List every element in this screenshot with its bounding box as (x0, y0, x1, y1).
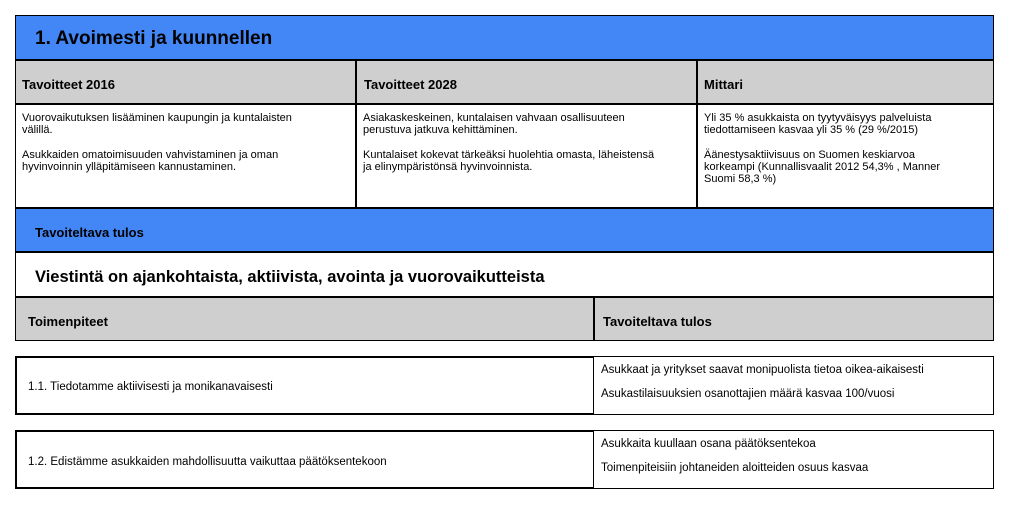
goals-cell-mittari (697, 104, 994, 208)
action-row-1 (15, 356, 595, 415)
action-row-2-results (593, 430, 994, 489)
goals-cell-2028 (356, 104, 697, 208)
action-2-result-2: Toimenpiteisiin johtaneiden aloitteiden osuus kasvaa (601, 462, 869, 474)
actions-header-toimenpiteet (15, 297, 594, 341)
goals-header-mittari-label: Mittari (704, 77, 743, 92)
target-statement-box (15, 252, 994, 297)
actions-header-result (594, 297, 994, 341)
actions-header-result-label: Tavoiteltava tulos (603, 314, 712, 329)
goals-header-2028 (356, 60, 697, 104)
action-row-1-results (593, 356, 994, 415)
action-row-2 (15, 430, 595, 489)
section-title-bar (15, 15, 994, 60)
goals-2028-item-1: Asiakaskeskeinen, kuntalaisen vahvaan osallisuuteen perustuva jatkuva kehittäminen. (363, 112, 625, 136)
target-label-bar (15, 208, 994, 252)
section-title: 1. Avoimesti ja kuunnellen (35, 28, 273, 49)
mittari-item-1: Yli 35 % asukkaista on tyytyväisyys palveluista tiedottamiseen kasvaa yli 35 % (29 %/2015) (704, 112, 932, 136)
goals-cell-2016 (15, 104, 356, 208)
goals-header-2028-label: Tavoitteet 2028 (364, 77, 457, 92)
goals-header-2016 (15, 60, 356, 104)
mittari-item-2: Äänestysaktiivisuus on Suomen keskiarvoa korkeampi (Kunnallisvaalit 2012 54,3% , Manner Suomi 58,3 %) (704, 149, 941, 185)
action-2-text: 1.2. Edistämme asukkaiden mahdollisuutta vaikuttaa päätöksentekoon (28, 456, 387, 468)
action-1-result-2: Asukastilaisuuksien osanottajien määrä kasvaa 100/vuosi (601, 388, 895, 400)
goals-header-2016-label: Tavoitteet 2016 (22, 77, 115, 92)
target-label: Tavoiteltava tulos (35, 225, 144, 240)
action-1-text: 1.1. Tiedotamme aktiivisesti ja monikanavaisesti (28, 381, 273, 393)
action-2-result-1: Asukkaita kuullaan osana päätöksentekoa (601, 438, 816, 450)
actions-header-toimenpiteet-label: Toimenpiteet (28, 314, 108, 329)
goals-2028-item-2: Kuntalaiset kokevat tärkeäksi huolehtia omasta, läheistensä ja elinympäristönsä hyvinvoinnista. (363, 149, 655, 173)
goals-2016-item-1: Vuorovaikutuksen lisääminen kaupungin ja kuntalaisten välillä. (22, 112, 292, 136)
target-statement: Viestintä on ajankohtaista, aktiivista, avointa ja vuorovaikutteista (35, 268, 545, 286)
action-1-result-1: Asukkaat ja yritykset saavat monipuolista tietoa oikea-aikaisesti (601, 364, 924, 376)
goals-header-mittari (697, 60, 994, 104)
goals-2016-item-2: Asukkaiden omatoimisuuden vahvistaminen ja oman hyvinvoinnin ylläpitämiseen kannustaminen. (22, 149, 279, 173)
